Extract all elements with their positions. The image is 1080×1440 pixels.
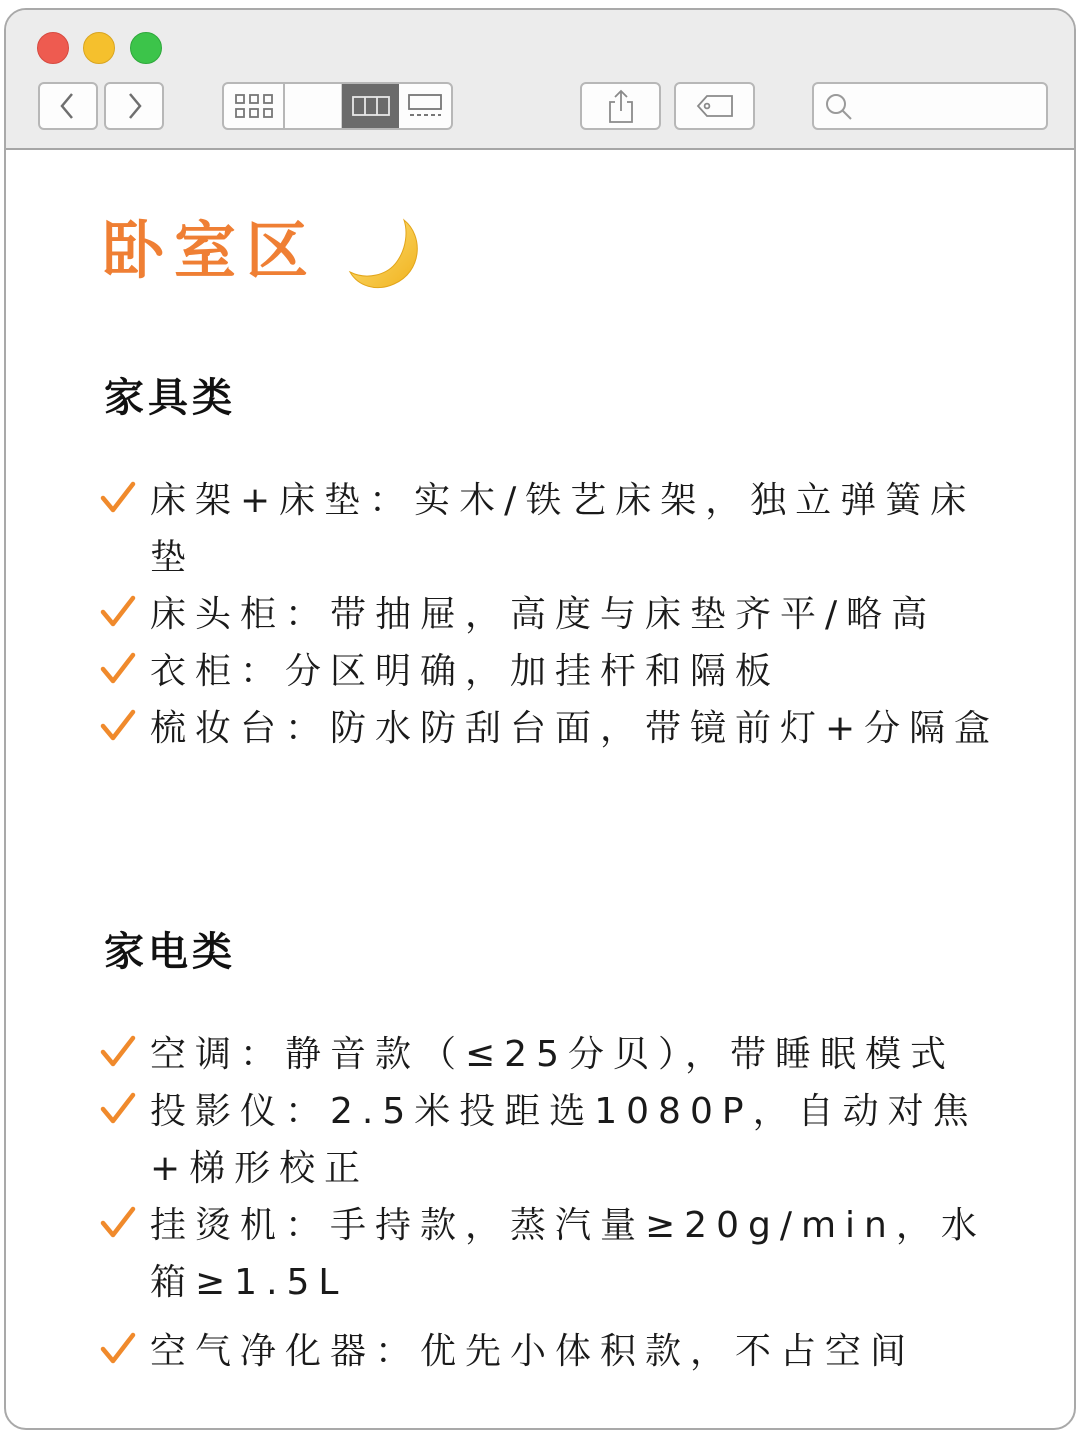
search-field[interactable] <box>812 82 1048 130</box>
check-icon <box>100 708 136 744</box>
icon-view-button[interactable] <box>224 84 285 128</box>
list-item <box>98 1323 1018 1380</box>
list-item <box>98 1083 1018 1197</box>
zoom-window-button[interactable] <box>130 32 162 64</box>
section-title-appliances: 家电类 <box>104 928 236 975</box>
list-item-text: 空气净化器：优先小体积款，不占空间 <box>150 1331 916 1372</box>
check-icon <box>100 1205 136 1241</box>
furniture-list <box>98 472 1018 757</box>
chevron-right-icon <box>124 91 144 121</box>
check-icon <box>100 1091 136 1127</box>
check-icon <box>100 1034 136 1070</box>
columns-icon <box>352 95 390 117</box>
list-item-text: 床架+床垫：实木/铁艺床架，独立弹簧床垫 <box>150 480 976 578</box>
check-icon <box>100 651 136 687</box>
share-icon <box>606 88 636 124</box>
list-item <box>98 700 1018 757</box>
appliances-list <box>98 1026 1018 1380</box>
list-item-text: 衣柜：分区明确，加挂杆和隔板 <box>150 651 781 692</box>
list-item-text: 空调：静音款（≤25分贝），带睡眠模式 <box>150 1034 955 1075</box>
list-item <box>98 472 1018 586</box>
search-input[interactable] <box>858 90 1042 124</box>
gallery-view-button[interactable] <box>399 84 451 128</box>
section-title-furniture: 家具类 <box>104 374 236 421</box>
list-item-text: 投影仪：2.5米投距选1080P，自动对焦+梯形校正 <box>150 1091 978 1189</box>
gallery-icon <box>407 93 443 119</box>
list-item <box>98 1026 1018 1083</box>
check-icon <box>100 594 136 630</box>
share-button[interactable] <box>580 82 661 130</box>
list-item-text: 梳妆台：防水防刮台面，带镜前灯+分隔盒 <box>150 708 1000 749</box>
list-item <box>98 1197 1018 1311</box>
list-item <box>98 586 1018 643</box>
tag-icon <box>695 93 735 119</box>
forward-button[interactable] <box>104 82 164 130</box>
page-title: 卧室区 <box>102 214 319 287</box>
list-item <box>98 643 1018 700</box>
close-window-button[interactable] <box>37 32 69 64</box>
crescent-moon-icon <box>346 214 426 294</box>
list-item-text: 床头柜：带抽屉，高度与床垫齐平/略高 <box>150 594 937 635</box>
view-mode-selector <box>222 82 453 130</box>
check-icon <box>100 480 136 516</box>
tag-button[interactable] <box>674 82 755 130</box>
back-button[interactable] <box>38 82 98 130</box>
check-icon <box>100 1331 136 1367</box>
minimize-window-button[interactable] <box>83 32 115 64</box>
search-icon <box>824 92 854 122</box>
list-item-text: 挂烫机：手持款，蒸汽量≥20g/min，水箱≥1.5L <box>150 1205 986 1303</box>
list-view-button[interactable] <box>285 84 342 128</box>
document-content <box>6 150 1074 1428</box>
window-toolbar <box>6 10 1074 150</box>
chevron-left-icon <box>58 91 78 121</box>
column-view-button[interactable] <box>342 84 399 128</box>
finder-window <box>4 8 1076 1430</box>
grid-icon <box>234 93 274 119</box>
